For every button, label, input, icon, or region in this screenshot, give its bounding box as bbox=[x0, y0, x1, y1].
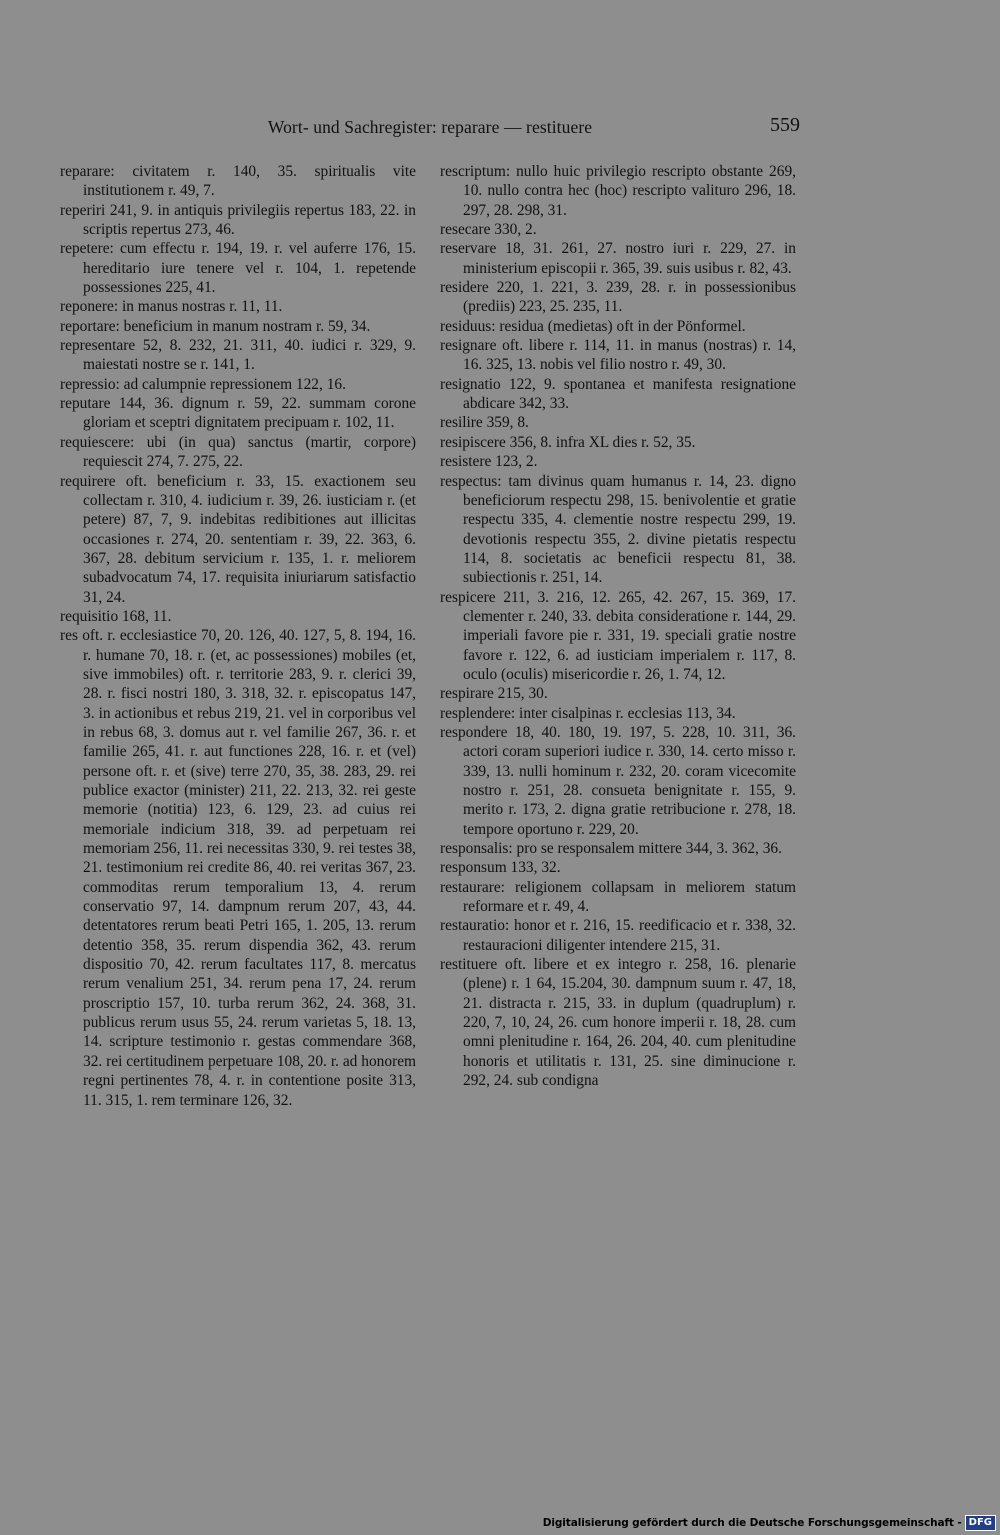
index-entry: residuus: residua (medietas) oft in der Pönformel. bbox=[440, 317, 746, 335]
index-entry: requirere oft. beneficium r. 33, 15. exactionem seu collectam r. 310, 4. iudicium r. 39, 26. iusticiam r. (et petere) 87, 7, 9. indebitas redibitiones aut illicitas occasiones r. 274, 20. sententiam r. 39, 22. 363, 6. 367, 28. debitum servicium r. 135, 1. r. meliorem subadvocatum 74, 17. requisita iniuriarum satisfactio 31, 24. bbox=[60, 472, 416, 606]
index-entry: residere 220, 1. 221, 3. 239, 28. r. in possessionibus (prediis) 223, 25. 235, 11. bbox=[440, 279, 796, 316]
dfg-logo: DFG bbox=[965, 1515, 996, 1531]
index-entry: responsum 133, 32. bbox=[440, 859, 561, 877]
index-entry: respondere 18, 40. 180, 19. 197, 5. 228, 10. 311, 36. actori coram superiori iudice r. 330, 14. certo misso r. 339, 13. nulli hominum r. 232, 20. coram vicecomite nostro r. 251, 28. consueta benignitate r. 155, 9. merito r. 173, 2. digna gratie retribucione r. 278, 18. tempore oportuno r. 229, 20. bbox=[440, 723, 796, 838]
index-entry: reponere: in manus nostras r. 11, 11. bbox=[60, 298, 283, 316]
footer-credit: Digitalisierung gefördert durch die Deutsche Forschungsgemeinschaft - bbox=[542, 1517, 962, 1529]
index-entry: respectus: tam divinus quam humanus r. 14, 23. digno beneficiorum respectu 298, 15. benivolentie et gratie respectu 335, 4. clementie nostre respectu 299, 19. devotionis respectu 355, 2. divine pietatis respectu 114, 8. societatis ac beneficii respectu 81, 38. subiectionis r. 251, 14. bbox=[440, 472, 796, 587]
index-entry: repressio: ad calumpnie repressionem 122, 16. bbox=[60, 375, 346, 393]
index-entry: representare 52, 8. 232, 21. 311, 40. iudici r. 329, 9. maiestati nostre se r. 141, 1. bbox=[60, 337, 416, 374]
index-entry: requisitio 168, 11. bbox=[60, 607, 172, 625]
index-column-left bbox=[60, 162, 416, 1110]
index-entry: res oft. r. ecclesiastice 70, 20. 126, 40. 127, 5, 8. 194, 16. r. humane 70, 18. r. (et, ac possessiones) mobiles (et, sive immobiles) oft. r. territorie 283, 9. r. clerici 39, 28. r. fisci nostri 180, 3. 318, 32. r. episcopatus 147, 3. in actionibus et rebus 219, 21. vel in corporibus vel in rebus 68, 3. domus aut r. vel familie 267, 36. r. et familie 265, 41. r. aut functiones 228, 16. r. et (vel) persone oft. r. et (sive) terre 270, 35, 38. 283, 29. rei publice exactor (minister) 211, 22. 213, 32. rei geste memorie (notitia) 123, 6. 129, 23. ad cuius rei memoriale indicium 318, 39. ad perpetuam rei memoriam 256, 11. rei necessitas 330, 9. rei testes 38, 21. testimonium rei credite 86, 40. rei veritas 367, 23. commoditas rerum temporalium 13, 4. rerum conservatio 97, 14. dampnum rerum 207, 43, 44. detentatores rerum beati Petri 165, 1. 205, 13. rerum detentio 358, 35. rerum dispendia 362, 43. rerum dispositio 70, 42. rerum facultates 117, 8. mercatus rerum venalium 251, 34. rerum pena 17, 24. rerum proscriptio 157, 10. turba rerum 362, 24. 368, 31. publicus rerum usus 55, 24. rerum varietas 5, 18. 13, 14. scripture testimonio r. gestas commendare 368, 32. rei certitudinem perpetuare 108, 20. r. ad honorem regni pertinentes 78, 4. r. in contentione posite 313, 11. 315, 1. rem terminare 126, 32. bbox=[60, 627, 416, 1109]
index-entry: reputare 144, 36. dignum r. 59, 22. summam corone gloriam et sceptri dignitatem precipuam r. 102, 11. bbox=[60, 395, 416, 432]
digitization-footer bbox=[543, 1516, 996, 1530]
index-column-right bbox=[440, 162, 796, 1091]
index-entry: resistere 123, 2. bbox=[440, 453, 538, 471]
index-entry: rescriptum: nullo huic privilegio rescripto obstante 269, 10. nullo contra hec (hoc) rescripto valituro 296, 18. 297, 28. 298, 31. bbox=[440, 163, 796, 219]
index-entry: requiescere: ubi (in qua) sanctus (martir, corpore) requiescit 274, 7. 275, 22. bbox=[60, 433, 416, 471]
index-entry: resilire 359, 8. bbox=[440, 414, 529, 432]
index-entry: resignatio 122, 9. spontanea et manifesta resignatione abdicare 342, 33. bbox=[440, 375, 796, 413]
running-title: Wort- und Sachregister: reparare — restituere bbox=[267, 117, 593, 137]
page-header bbox=[60, 114, 800, 140]
index-entry: resignare oft. libere r. 114, 11. in manus (nostras) r. 14, 16. 325, 13. nobis vel filio nostro r. 49, 30. bbox=[440, 337, 796, 374]
index-entry: repetere: cum effectu r. 194, 19. r. vel auferre 176, 15. hereditario iure tenere vel r. 104, 1. repetende possessiones 225, 41. bbox=[60, 240, 416, 297]
index-entry: resecare 330, 2. bbox=[440, 221, 537, 239]
index-entry: restauratio: honor et r. 216, 15. reedificacio et r. 338, 32. restauracioni diligenter intendere 215, 31. bbox=[440, 917, 796, 954]
index-entry: respicere 211, 3. 216, 12. 265, 42. 267, 15. 369, 17. clementer r. 240, 33. debita consideratione r. 144, 29. imperiali favore pie r. 331, 19. speciali gratie nostre favore r. 122, 6. ad iusticiam imperialem r. 117, 8. oculo (oculis) misericordie r. 26, 1. 74, 12. bbox=[440, 588, 796, 683]
index-entry: resipiscere 356, 8. infra XL dies r. 52, 35. bbox=[440, 433, 696, 451]
index-entry: reparare: civitatem r. 140, 35. spiritualis vite institutionem r. 49, 7. bbox=[60, 163, 416, 200]
index-entry: restituere oft. libere et ex integro r. 258, 16. plenarie (plene) r. 1 64, 15.204, 30. dampnum suum r. 47, 18, 21. distracta r. 215, 33. in duplum (quadruplum) r. 220, 7, 10, 24, 26. cum honore imperii r. 18, 28. cum omni plenitudine r. 164, 26. 204, 40. cum plenitudine honoris et utilitatis r. 131, 25. sine diminucione r. 292, 24. sub condigna bbox=[440, 956, 796, 1090]
index-entry: reservare 18, 31. 261, 27. nostro iuri r. 229, 27. in ministerium episcopii r. 365, 39. suis usibus r. 82, 43. bbox=[440, 240, 796, 277]
index-entry: reperiri 241, 9. in antiquis privilegiis repertus 183, 22. in scriptis repertus 273, 46. bbox=[60, 201, 416, 239]
index-entry: restaurare: religionem collapsam in meliorem statum reformare et r. 49, 4. bbox=[440, 878, 796, 916]
page-number: 559 bbox=[770, 114, 800, 136]
index-entry: reportare: beneficium in manum nostram r. 59, 34. bbox=[60, 317, 371, 335]
index-entry: resplendere: inter cisalpinas r. ecclesias 113, 34. bbox=[440, 704, 736, 722]
index-entry: responsalis: pro se responsalem mittere 344, 3. 362, 36. bbox=[440, 840, 782, 858]
index-entry: respirare 215, 30. bbox=[440, 685, 548, 703]
